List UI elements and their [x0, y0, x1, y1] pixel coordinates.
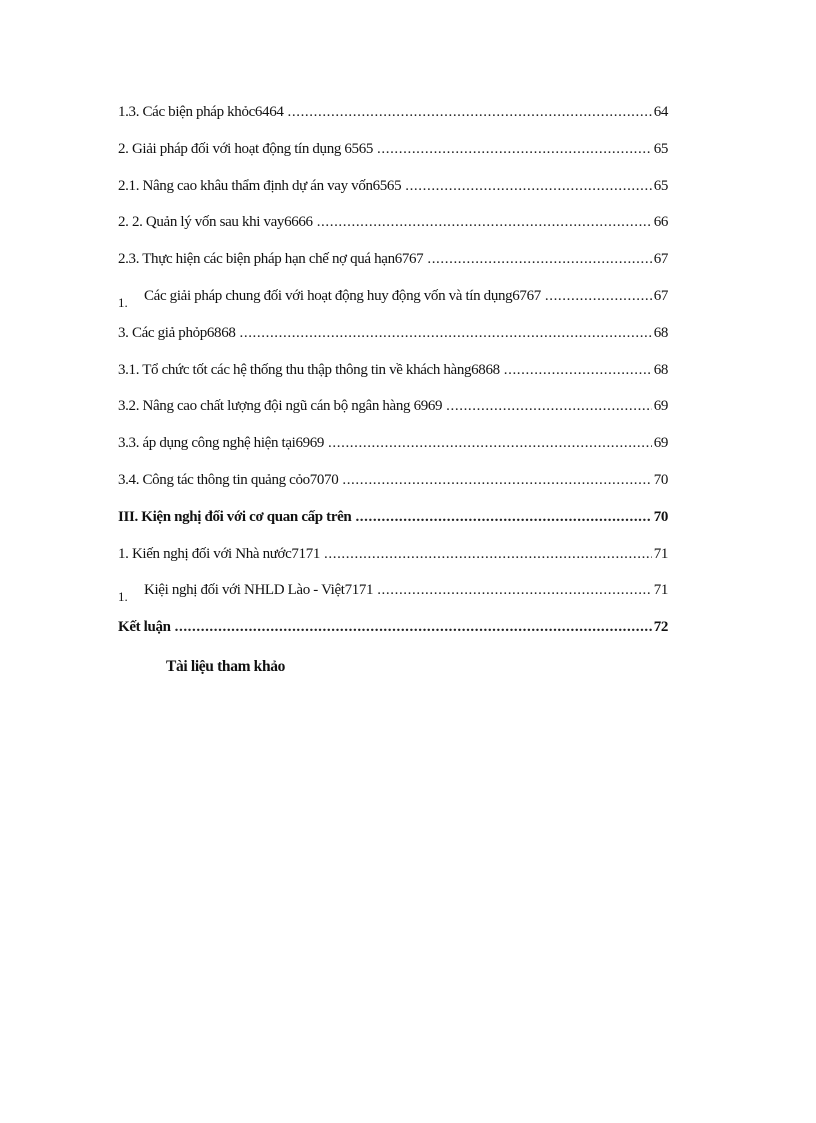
dot-leader — [175, 619, 652, 636]
toc-entry — [118, 325, 668, 362]
dot-leader — [405, 178, 651, 195]
toc-entry-title: 1.3. Các biện pháp khỏc6464 — [118, 104, 284, 120]
toc-entry-title: 3.1. Tổ chức tốt các hệ thống thu thập thông tin về khách hàng6868 — [118, 361, 500, 378]
toc-entry — [118, 509, 668, 546]
dot-leader — [317, 214, 652, 231]
toc-page-number: 68 — [653, 361, 668, 378]
dot-leader — [377, 141, 652, 158]
dot-leader — [328, 435, 652, 452]
toc-page-number: 65 — [653, 140, 668, 157]
toc-entry-title: 2. 2. Quản lý vốn sau khi vay6666 — [118, 214, 313, 231]
toc-page-number: 67 — [653, 287, 668, 304]
dot-leader — [545, 288, 652, 305]
toc-page-number: 65 — [653, 177, 668, 194]
toc-entry-title: III. Kiện nghị đối với cơ quan cấp trên — [118, 508, 352, 525]
toc-entry — [118, 582, 668, 619]
dot-leader — [355, 509, 651, 526]
toc-page-number: 68 — [653, 324, 668, 341]
toc-page-number: 71 — [653, 582, 668, 599]
toc-entry-title: 3. Các giả phỏp6868 — [118, 324, 236, 341]
toc-page-number: 67 — [653, 251, 668, 268]
dot-leader — [288, 104, 652, 121]
toc-entry — [118, 362, 668, 399]
dot-leader — [427, 251, 651, 268]
toc-entry — [118, 104, 668, 141]
toc-entry — [118, 214, 668, 251]
table-of-contents — [118, 104, 668, 656]
dot-leader — [377, 582, 651, 599]
dot-leader — [324, 546, 652, 563]
toc-page-number: 70 — [653, 508, 668, 525]
dot-leader — [240, 325, 652, 342]
toc-entry-title: 3.2. Nâng cao chất lượng đội ngũ cán bộ ngân hàng 6969 — [118, 398, 443, 415]
toc-entry-title: 2.3. Thực hiện các biện pháp hạn chế nợ quá hạn6767 — [118, 251, 424, 268]
toc-entry-title: 1. Kiến nghị đối với Nhà nước7171 — [118, 545, 321, 562]
toc-entry — [118, 178, 668, 215]
toc-page-number: 66 — [653, 214, 668, 231]
toc-entry — [118, 288, 668, 325]
references-heading: Tài liệu tham khảo — [166, 658, 286, 675]
toc-page-number: 64 — [653, 104, 668, 120]
list-marker: 1. — [118, 589, 128, 605]
dot-leader — [342, 472, 651, 489]
toc-page-number: 69 — [653, 435, 668, 452]
toc-entry — [118, 435, 668, 472]
dot-leader — [504, 362, 652, 379]
list-marker: 1. — [118, 294, 128, 310]
toc-entry — [118, 398, 668, 435]
toc-entry — [118, 619, 668, 656]
toc-page-number: 70 — [653, 471, 668, 488]
toc-entry — [118, 141, 668, 178]
dot-leader — [446, 398, 652, 415]
toc-entry-title: 2.1. Nâng cao khâu thẩm định dự án vay vốn6565 — [118, 177, 402, 194]
toc-entry — [118, 251, 668, 288]
toc-page-number: 72 — [653, 619, 668, 636]
toc-entry-title: 3.3. áp dụng công nghệ hiện tại6969 — [118, 435, 325, 452]
toc-entry-title: 3.4. Công tác thông tin quảng cỏo7070 — [118, 471, 339, 488]
toc-entry — [118, 546, 668, 583]
toc-entry — [118, 472, 668, 509]
toc-page-number: 71 — [653, 545, 668, 562]
toc-entry-title: Kiệi nghị đối với NHLD Lào - Việt7171 — [144, 582, 374, 599]
toc-entry-title: 2. Giải pháp đối với hoạt động tín dụng 6565 — [118, 140, 374, 157]
toc-entry-title: Kết luận — [118, 619, 171, 636]
toc-page-number: 69 — [653, 398, 668, 415]
toc-entry-title: Các giải pháp chung đối với hoạt động huy động vốn và tín dụng6767 — [144, 287, 541, 304]
